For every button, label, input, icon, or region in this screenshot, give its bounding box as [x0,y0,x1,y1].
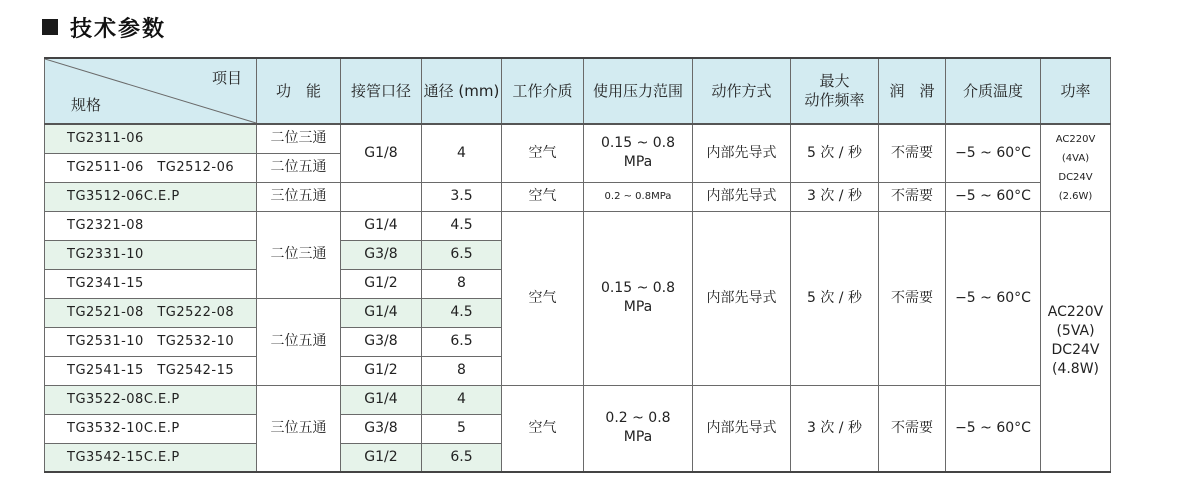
header-lube: 润 滑 [879,58,946,124]
function-cell: 三位五通 [257,182,341,211]
table-row [45,385,1111,414]
pressure-unit: MPa [623,299,653,315]
pressure-cell: 0.2 ~ 0.8MPa [584,182,693,211]
lube-cell: 不需要 [879,124,946,182]
power-cell [1041,211,1111,472]
pressure-value: 0.2 ~ 0.8 [605,410,671,427]
bore-cell: 8 [422,269,502,298]
header-pressure: 使用压力范围 [584,58,693,124]
model-cell: TG2541-15 TG2542-15 [45,356,257,385]
medium-cell: 空气 [502,124,584,182]
header-item: 项目 [211,69,242,87]
header-medium: 工作介质 [502,58,584,124]
header-function: 功 能 [257,58,341,124]
medium-cell: 空气 [502,182,584,211]
model-cell: TG3542-15C.E.P [45,443,257,472]
port-cell: G3/8 [341,240,422,269]
pressure-cell [584,211,693,385]
bore-cell: 4 [422,385,502,414]
medium-cell: 空气 [502,385,584,472]
pressure-cell [584,124,693,182]
header-diagonal-cell [45,58,257,124]
bore-cell: 6.5 [422,240,502,269]
header-bore: 通径 (mm) [422,58,502,124]
medium-cell: 空气 [502,211,584,385]
header-frequency-line1: 最大 [819,72,850,90]
model-cell: TG3512-06C.E.P [45,182,257,211]
power-line: DC24V [1058,171,1093,183]
power-line: (5VA) [1056,323,1095,340]
port-cell-empty [341,182,422,211]
bore-cell: 4.5 [422,298,502,327]
header-spec: 规格 [71,96,102,114]
table-row [45,182,1111,211]
section-title-text: 技术参数 [70,16,167,42]
lube-cell: 不需要 [879,385,946,472]
header-port: 接管口径 [341,58,422,124]
pressure-value: 0.15 ~ 0.8 [600,135,676,152]
model-cell: TG2331-10 [45,240,257,269]
temp-cell: −5 ~ 60°C [946,182,1041,211]
header-action: 动作方式 [693,58,791,124]
header-frequency-line2: 动作频率 [804,91,865,109]
header-frequency [791,58,879,124]
model-cell: TG3532-10C.E.P [45,414,257,443]
bore-cell: 6.5 [422,327,502,356]
bore-cell: 6.5 [422,443,502,472]
frequency-cell: 3 次 / 秒 [791,385,879,472]
table-row [45,211,1111,240]
model-cell: TG2521-08 TG2522-08 [45,298,257,327]
lube-cell: 不需要 [879,211,946,385]
bore-cell: 5 [422,414,502,443]
model-cell: TG2311-06 [45,124,257,153]
function-cell: 二位五通 [257,298,341,385]
port-cell: G3/8 [341,414,422,443]
frequency-cell: 5 次 / 秒 [791,211,879,385]
power-line: (4VA) [1061,152,1090,164]
power-cell [1041,124,1111,211]
bore-cell: 3.5 [422,182,502,211]
header-power: 功率 [1041,58,1111,124]
port-cell: G3/8 [341,327,422,356]
power-line: DC24V [1051,342,1100,359]
port-cell: G1/2 [341,356,422,385]
header-row [45,58,1111,124]
lube-cell: 不需要 [879,182,946,211]
spec-table [44,57,1111,473]
table-row [45,124,1111,153]
port-cell: G1/2 [341,443,422,472]
port-cell: G1/4 [341,385,422,414]
function-cell: 三位五通 [257,385,341,472]
bore-cell: 4 [422,124,502,182]
frequency-cell: 3 次 / 秒 [791,182,879,211]
temp-cell: −5 ~ 60°C [946,211,1041,385]
port-cell: G1/4 [341,298,422,327]
section-title [42,12,166,42]
square-bullet-icon [42,19,58,35]
function-cell: 二位五通 [257,153,341,182]
model-cell: TG2511-06 TG2512-06 [45,153,257,182]
power-line: AC220V [1047,304,1104,321]
action-cell: 内部先导式 [693,385,791,472]
bore-cell: 4.5 [422,211,502,240]
pressure-unit: MPa [623,154,653,171]
pressure-value: 0.15 ~ 0.8 [600,280,676,296]
frequency-cell: 5 次 / 秒 [791,124,879,182]
power-line: (4.8W) [1051,361,1100,378]
power-line: (2.6W) [1058,190,1093,202]
temp-cell: −5 ~ 60°C [946,124,1041,182]
header-temp: 介质温度 [946,58,1041,124]
model-cell: TG2321-08 [45,211,257,240]
action-cell: 内部先导式 [693,182,791,211]
function-cell: 二位三通 [257,124,341,153]
action-cell: 内部先导式 [693,211,791,385]
pressure-cell [584,385,693,472]
port-cell: G1/2 [341,269,422,298]
temp-cell: −5 ~ 60°C [946,385,1041,472]
power-line: AC220V [1055,133,1096,145]
model-cell: TG2341-15 [45,269,257,298]
function-cell: 二位三通 [257,211,341,298]
port-cell: G1/8 [341,124,422,182]
pressure-unit: MPa [623,429,653,446]
model-cell: TG2531-10 TG2532-10 [45,327,257,356]
action-cell: 内部先导式 [693,124,791,182]
model-cell: TG3522-08C.E.P [45,385,257,414]
bore-cell: 8 [422,356,502,385]
port-cell: G1/4 [341,211,422,240]
